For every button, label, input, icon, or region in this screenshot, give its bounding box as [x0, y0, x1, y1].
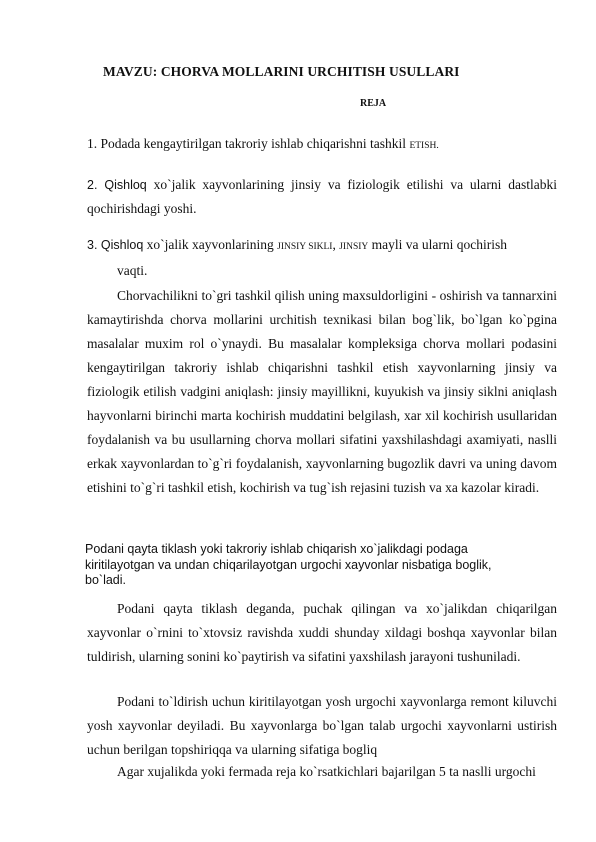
- paragraph-2-text: Podani qayta tiklash deganda, puchak qilingan va xo`jalikdan chiqarilgan xayvonlar o`rnini to`xtovsiz ravishda xuddi shunday xildagi boshqa xayvonlar bilan tuldirish, ularning sonini ko`paytirish va sifatini yaxshilash jarayoni tushuniladi.: [87, 601, 557, 664]
- plan-item-3-smallcaps-2: JINSIY: [339, 242, 369, 252]
- paragraph-3-text: Podani to`ldirish uchun kiritilayotgan yosh urgochi xayvonlarga remont kiluvchi yosh xayvonlar deyiladi. Bu xayvonlarga bo`lgan talab urgochi xayvonlarni ustirish uchun berilgan topshiriqqa va ularning sifatiga bogliq: [87, 694, 557, 757]
- body-paragraph-2: [87, 597, 557, 669]
- body-paragraph-3: [87, 690, 557, 762]
- plan-item-3-continuation: vaqti.: [117, 263, 148, 278]
- plan-item-3-text-b: ,: [332, 237, 340, 252]
- body-paragraph-4: [87, 760, 557, 784]
- paragraph-4-text: Agar xujalikda yoki fermada reja ko`rsatkichlari bajarilgan 5 ta naslli urgochi: [117, 764, 536, 779]
- document-title: MAVZU: CHORVA MOLLARINI URCHITISH USULLARI: [103, 64, 460, 79]
- plan-item-3-number: 3. Qishloq: [87, 238, 144, 252]
- plan-item-2-number: 2. Qishloq: [87, 178, 147, 192]
- note-paragraph: Podani qayta tiklash yoki takroriy ishlab chiqarish xo`jalikdagi podaga kiritilayotgan va undan chiqarilayotgan urgochi xayvonlar nisbatiga boglik, bo`ladi.: [85, 542, 492, 587]
- body-paragraph-1: [87, 284, 557, 500]
- plan-item-3-text-a: xo`jalik xayvonlarining: [143, 237, 278, 252]
- paragraph-1-text: Chorvachilikni to`gri tashkil qilish uning maxsuldorligini - oshirish va tannarxini kamaytirishda chorva mollarini urchitish texnikasi bilan bog`lik, bo`lgan ko`pgina masalalar muxim rol o`ynaydi. Bu masalalar kompleksiga chorva mollari podasini kengaytirilgan takroriy ishlab chiqarishni tashkil etish xayvonlarning jinsiy va fiziologik etilish vadgini aniqlash: jinsiy mayillikni, kuyukish va jinsiy siklni aniqlash hayvonlarni birinchi marta kochirish muddatini belgilash, xar xil kochirish usullaridan foydalanish va bu usullarning chorva mollari sifatini yaxshilashdagi axamiyati, naslli erkak xayvonlardan to`g`ri foydalanish, xayvonlarning bugozlik davri va uning davom etishini to`g`ri tashkil etish, kochirish va tug`ish rejasini tuzish va xa kazolar kiradi.: [87, 288, 557, 495]
- plan-item-1-smallcaps: ETISH.: [409, 141, 439, 151]
- plan-item-3-smallcaps-1: JINSIY SIKLI: [277, 242, 333, 252]
- plan-item-2-text: xo`jalik xayvonlarining jinsiy va fiziologik etilishi va ularni dastlabki qochirishdagi yoshi.: [87, 177, 557, 216]
- plan-item-1: [87, 132, 557, 158]
- plan-item-1-text: 1. Podada kengaytirilgan takroriy ishlab chiqarishni tashkil: [87, 136, 410, 151]
- plan-item-3: [87, 233, 557, 282]
- plan-item-2: [87, 173, 557, 220]
- plan-item-3-text-c: mayli va ularni qochirish: [368, 237, 507, 252]
- plan-heading: REJA: [360, 98, 387, 109]
